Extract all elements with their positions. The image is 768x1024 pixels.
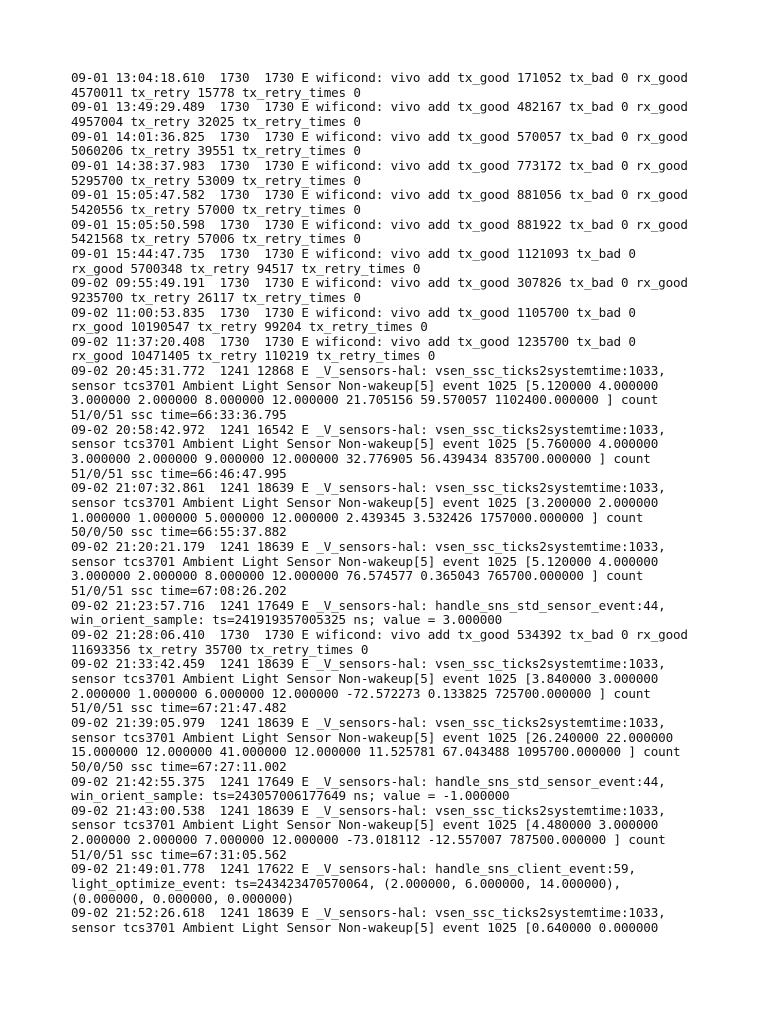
log-line: 09-02 21:39:05.979 1241 18639 E _V_sensors-hal: vsen_ssc_ticks2systemtime:1033, [71,714,666,730]
log-line: 5295700 tx_retry 53009 tx_retry_times 0 [71,172,361,188]
log-line: 5060206 tx_retry 39551 tx_retry_times 0 [71,143,361,159]
log-line: 09-02 20:45:31.772 1241 12868 E _V_sensors-hal: vsen_ssc_ticks2systemtime:1033, [71,363,666,379]
log-line: 51/0/51 ssc time=66:33:36.795 [71,407,287,423]
log-line: 09-02 11:00:53.835 1730 1730 E wificond: vivo add tx_good 1105700 tx_bad 0 [71,304,636,320]
log-line: sensor tcs3701 Ambient Light Sensor Non-wakeup[5] event 1025 [26.240000 22.000000 [71,729,673,745]
log-line: 51/0/51 ssc time=67:21:47.482 [71,700,287,716]
log-line: 3.000000 2.000000 8.000000 12.000000 21.705156 59.570057 1102400.000000 ] count [71,392,659,408]
log-line: 09-02 21:33:42.459 1241 18639 E _V_sensors-hal: vsen_ssc_ticks2systemtime:1033, [71,656,666,672]
log-line: rx_good 10471405 tx_retry 110219 tx_retry_times 0 [71,348,436,364]
log-line: sensor tcs3701 Ambient Light Sensor Non-wakeup[5] event 1025 [5.120000 4.000000 [71,377,659,393]
log-line: 09-02 21:28:06.410 1730 1730 E wificond: vivo add tx_good 534392 tx_bad 0 rx_good [71,626,688,642]
log-line: sensor tcs3701 Ambient Light Sensor Non-wakeup[5] event 1025 [5.760000 4.000000 [71,436,659,452]
log-line: 50/0/50 ssc time=67:27:11.002 [71,758,287,774]
log-line: win_orient_sample: ts=243057006177649 ns; value = -1.000000 [71,788,510,804]
log-line: sensor tcs3701 Ambient Light Sensor Non-wakeup[5] event 1025 [3.840000 3.000000 [71,670,659,686]
log-line: 09-02 21:52:26.618 1241 18639 E _V_sensors-hal: vsen_ssc_ticks2systemtime:1033, [71,905,666,921]
log-line: win_orient_sample: ts=241919357005325 ns; value = 3.000000 [71,612,503,628]
log-line: 09-01 14:01:36.825 1730 1730 E wificond: vivo add tx_good 570057 tx_bad 0 rx_good [71,128,688,144]
log-line: rx_good 10190547 tx_retry 99204 tx_retry_times 0 [71,319,428,335]
log-line: 09-02 21:23:57.716 1241 17649 E _V_sensors-hal: handle_sns_std_sensor_event:44, [71,597,666,613]
log-line: 15.000000 12.000000 41.000000 12.000000 11.525781 67.043488 1095700.000000 ] count [71,744,681,760]
log-line: 51/0/51 ssc time=67:08:26.202 [71,582,287,598]
log-line: 09-02 11:37:20.408 1730 1730 E wificond: vivo add tx_good 1235700 tx_bad 0 [71,333,636,349]
log-line: 09-02 21:20:21.179 1241 18639 E _V_sensors-hal: vsen_ssc_ticks2systemtime:1033, [71,539,666,554]
log-line: 3.000000 2.000000 8.000000 12.000000 76.574577 0.365043 765700.000000 ] count [71,568,644,584]
log-line: 09-02 09:55:49.191 1730 1730 E wificond: vivo add tx_good 307826 tx_bad 0 rx_good [71,275,688,291]
log-line: 09-01 15:44:47.735 1730 1730 E wificond: vivo add tx_good 1121093 tx_bad 0 [71,245,636,261]
log-line: 1.000000 1.000000 5.000000 12.000000 2.439345 3.532426 1757000.000000 ] count [71,509,644,525]
log-line: 9235700 tx_retry 26117 tx_retry_times 0 [71,289,361,305]
log-line: sensor tcs3701 Ambient Light Sensor Non-wakeup[5] event 1025 [5.120000 4.000000 [71,553,659,569]
log-line: 51/0/51 ssc time=67:31:05.562 [71,846,287,862]
log-line: 09-01 14:38:37.983 1730 1730 E wificond: vivo add tx_good 773172 tx_bad 0 rx_good [71,157,688,173]
log-line: 09-02 21:42:55.375 1241 17649 E _V_sensors-hal: handle_sns_std_sensor_event:44, [71,773,666,789]
log-line: 09-02 21:49:01.778 1241 17622 E _V_sensors-hal: handle_sns_client_event:59, [71,861,636,877]
log-line: 09-02 21:43:00.538 1241 18639 E _V_sensors-hal: vsen_ssc_ticks2systemtime:1033, [71,802,666,818]
log-line: rx_good 5700348 tx_retry 94517 tx_retry_times 0 [71,260,421,276]
log-line: 2.000000 1.000000 6.000000 12.000000 -72.572273 0.133825 725700.000000 ] count [71,685,651,701]
log-line: 51/0/51 ssc time=66:46:47.995 [71,465,287,481]
log-line: 50/0/50 ssc time=66:55:37.882 [71,524,287,540]
log-line: (0.000000, 0.000000, 0.000000) [71,890,294,906]
log-line: sensor tcs3701 Ambient Light Sensor Non-wakeup[5] event 1025 [0.640000 0.000000 [71,920,659,936]
log-line: 4570011 tx_retry 15778 tx_retry_times 0 [71,84,361,100]
log-line: 09-01 15:05:50.598 1730 1730 E wificond: vivo add tx_good 881922 tx_bad 0 rx_good [71,216,688,232]
log-line: sensor tcs3701 Ambient Light Sensor Non-wakeup[5] event 1025 [3.200000 2.000000 [71,495,659,511]
log-line: 2.000000 2.000000 7.000000 12.000000 -73.018112 -12.557007 787500.000000 ] count [71,832,666,848]
log-line: 5420556 tx_retry 57000 tx_retry_times 0 [71,201,361,217]
log-line: 09-02 21:07:32.861 1241 18639 E _V_sensors-hal: vsen_ssc_ticks2systemtime:1033, [71,480,666,496]
log-line: 09-01 15:05:47.582 1730 1730 E wificond: vivo add tx_good 881056 tx_bad 0 rx_good [71,187,688,203]
log-line: 4957004 tx_retry 32025 tx_retry_times 0 [71,113,361,129]
log-line: 09-01 13:04:18.610 1730 1730 E wificond: vivo add tx_good 171052 tx_bad 0 rx_good [71,70,688,85]
log-line: sensor tcs3701 Ambient Light Sensor Non-wakeup[5] event 1025 [4.480000 3.000000 [71,817,659,833]
log-line: 09-02 20:58:42.972 1241 16542 E _V_sensors-hal: vsen_ssc_ticks2systemtime:1033, [71,421,666,437]
log-line: 5421568 tx_retry 57006 tx_retry_times 0 [71,231,361,247]
log-document [71,71,711,936]
log-line: light_optimize_event: ts=243423470570064, (2.000000, 6.000000, 14.000000), [71,876,621,892]
log-line: 3.000000 2.000000 9.000000 12.000000 32.776905 56.439434 835700.000000 ] count [71,451,651,467]
log-line: 11693356 tx_retry 35700 tx_retry_times 0 [71,641,369,657]
log-line: 09-01 13:49:29.489 1730 1730 E wificond: vivo add tx_good 482167 tx_bad 0 rx_good [71,99,688,115]
